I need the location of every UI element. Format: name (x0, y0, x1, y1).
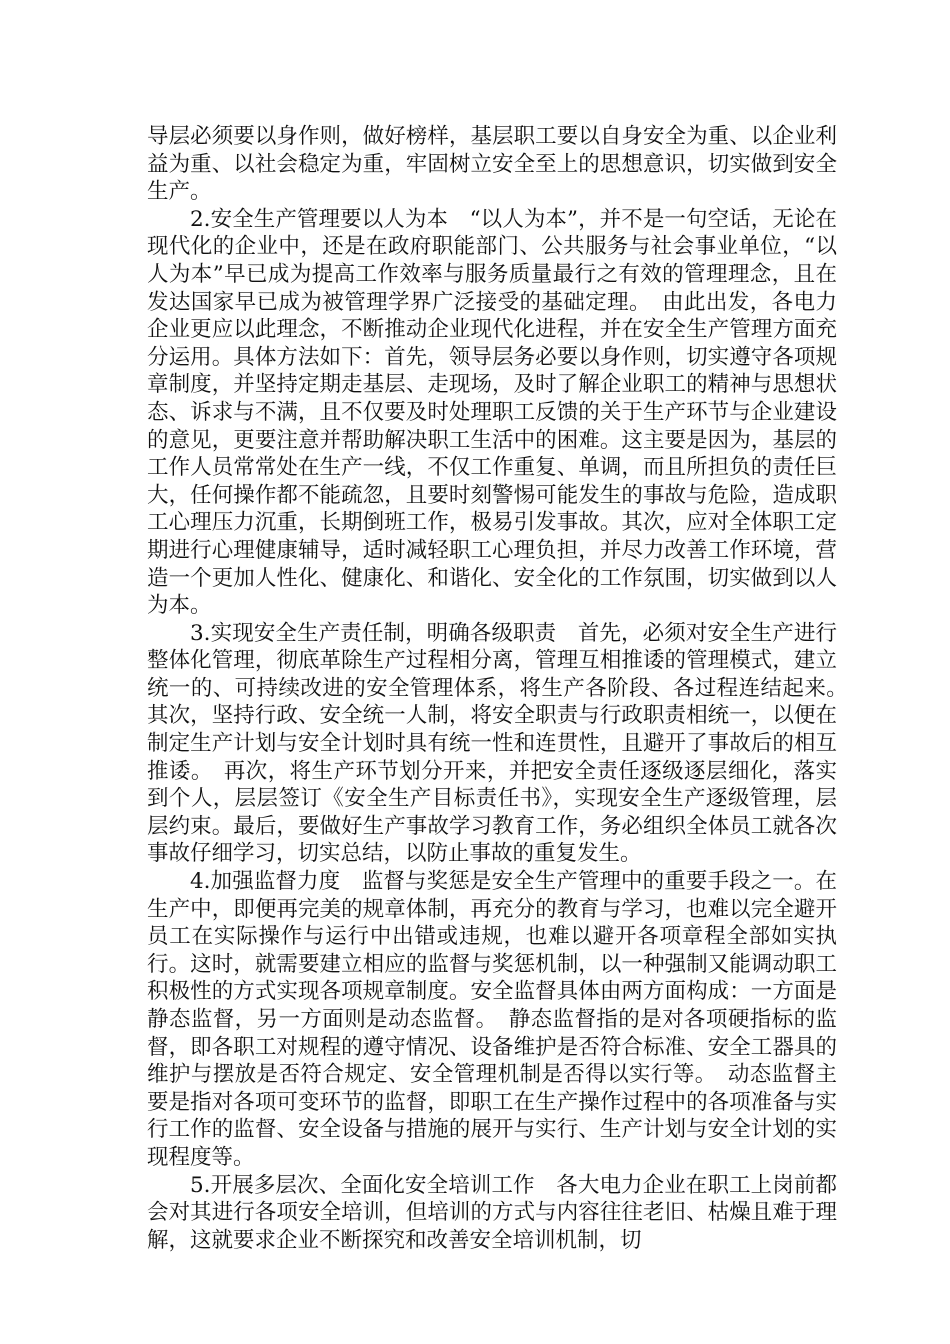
paragraph-section-5: 5.开展多层次、全面化安全培训工作 各大电力企业在职工上岗前都会对其进行各项安全培训，但培训的方式与内容往往老旧、枯燥且难于理解，这就要求企业不断探究和改善安全培训机制，切 (147, 1172, 837, 1253)
document-body (147, 123, 859, 1254)
paragraph-section-2: 2.安全生产管理要以人为本 “以人为本”，并不是一句空话，无论在现代化的企业中，还是在政府职能部门、公共服务与社会事业单位，“以人为本”早已成为提高工作效率与服务质量最行之有效的管理理念，且在发达国家早已成为被管理学界广泛接受的基础定理。 由此出发，各电力企业更应以此理念，不断推动企业现代化进程，并在安全生产管理方面充分运用。具体方法如下：首先，领导层务必要以身作则，切实遵守各项规章制度，并坚持定期走基层、走现场，及时了解企业职工的精神与思想状态、诉求与不满，且不仅要及时处理职工反馈的关于生产环节与企业建设的意见，更要注意并帮助解决职工生活中的困难。这主要是因为，基层的工作人员常常处在生产一线，不仅工作重复、单调，而且所担负的责任巨大，任何操作都不能疏忽，且要时刻警惕可能发生的事故与危险，造成职工心理压力沉重，长期倒班工作，极易引发事故。其次，应对全体职工定期进行心理健康辅导，适时减轻职工心理负担，并尽力改善工作环境，营造一个更加人性化、健康化、和谐化、安全化的工作氛围，切实做到以人为本。 (147, 206, 837, 619)
paragraph-section-4: 4.加强监督力度 监督与奖惩是安全生产管理中的重要手段之一。在生产中，即便再完美的规章体制，再充分的教育与学习，也难以完全避开员工在实际操作与运行中出错或违规，也难以避开各项章程全部如实执行。这时，就需要建立相应的监督与奖惩机制，以一种强制又能调动职工积极性的方式实现各项规章制度。安全监督具体由两方面构成：一方面是静态监督，另一方面则是动态监督。 静态监督指的是对各项硬指标的监督，即各职工对规程的遵守情况、设备维护是否符合标准、安全工器具的维护与摆放是否符合规定、安全管理机制是否得以实行等。 动态监督主要是指对各项可变环节的监督，即职工在生产操作过程中的各项准备与实行工作的监督、安全设备与措施的展开与实行、生产计划与安全计划的实现程度等。 (147, 869, 837, 1170)
paragraph-section-3: 3.实现安全生产责任制，明确各级职责 首先，必须对安全生产进行整体化管理，彻底革除生产过程相分离，管理互相推诿的管理模式，建立统一的、可持续改进的安全管理体系，将生产各阶段、各过程连结起来。 其次，坚持行政、安全统一人制，将安全职责与行政职责相统一，以便在制定生产计划与安全计划时具有统一性和连贯性，且避开了事故后的相互推诿。 再次，将生产环节划分开来，并把安全责任逐级逐层细化，落实到个人，层层签订《安全生产目标责任书》，实现安全生产逐级管理，层层约束。最后，要做好生产事故学习教育工作，务必组织全体员工就各次事故仔细学习，切实总结，以防止事故的重复发生。 (147, 620, 859, 867)
paragraph-continuation: 导层必须要以身作则，做好榜样，基层职工要以自身安全为重、以企业利益为重、以社会稳定为重，牢固树立安全至上的思想意识，切实做到安全生产。 (147, 124, 837, 205)
